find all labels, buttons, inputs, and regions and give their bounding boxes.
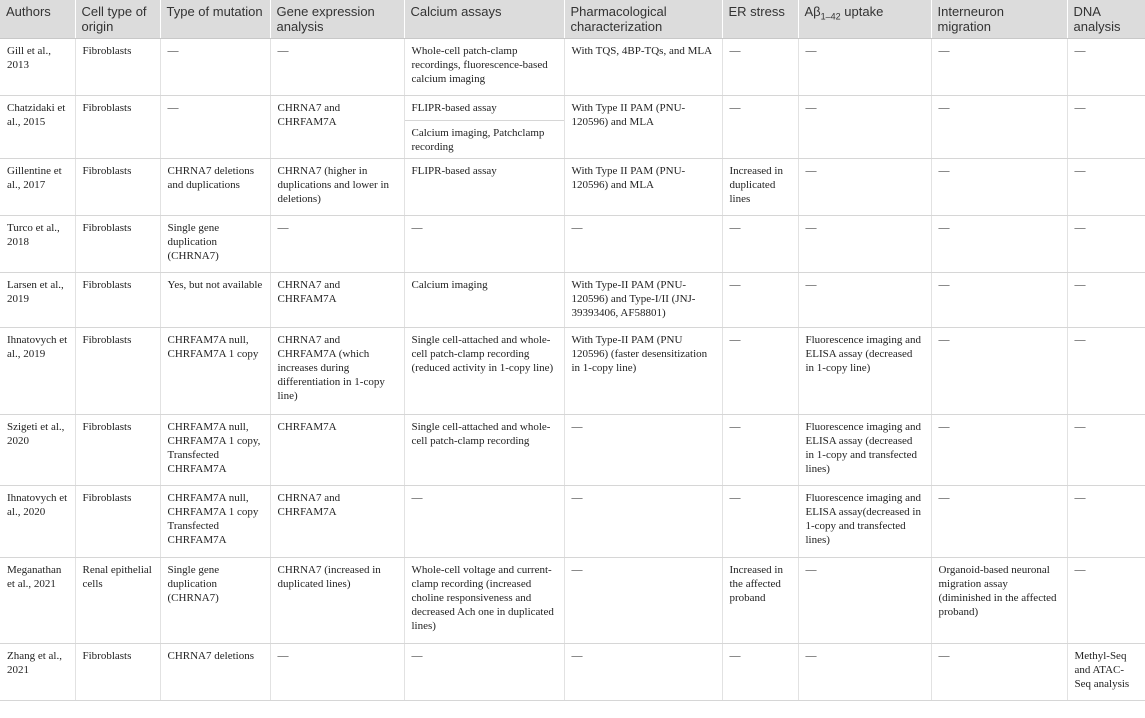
cell-mutation: CHRNA7 deletions bbox=[160, 644, 270, 701]
cell-pharma: — bbox=[564, 415, 722, 486]
cell-cell-type: Renal epithelial cells bbox=[75, 558, 160, 644]
cell-pharma: With Type-II PAM (PNU-120596) and Type-I/II (JNJ-39393406, AF58801) bbox=[564, 273, 722, 328]
cell-calcium: Single cell-attached and whole-cell patch-clamp recording (reduced activity in 1-copy line) bbox=[404, 328, 564, 415]
cell-dna: — bbox=[1067, 558, 1145, 644]
cell-cell-type: Fibroblasts bbox=[75, 216, 160, 273]
header-authors: Authors bbox=[0, 0, 75, 39]
cell-calcium-second: Calcium imaging, Patchclamp recording bbox=[411, 127, 545, 153]
cell-authors: Ihnatovych et al., 2020 bbox=[0, 486, 75, 558]
table-row bbox=[0, 415, 1145, 486]
header-mutation: Type of mutation bbox=[160, 0, 270, 39]
cell-authors: Zhang et al., 2021 bbox=[0, 644, 75, 701]
cell-gene: — bbox=[270, 644, 404, 701]
cell-er: Increased in the affected proband bbox=[722, 558, 798, 644]
cell-er: — bbox=[722, 328, 798, 415]
header-abeta bbox=[798, 0, 931, 39]
cell-gene: CHRNA7 (increased in duplicated lines) bbox=[270, 558, 404, 644]
cell-cell-type: Fibroblasts bbox=[75, 328, 160, 415]
cell-mutation: CHRFAM7A null, CHRFAM7A 1 copy bbox=[160, 328, 270, 415]
cell-gene: — bbox=[270, 216, 404, 273]
table-row bbox=[0, 644, 1145, 701]
cell-cell-type: Fibroblasts bbox=[75, 273, 160, 328]
cell-authors: Gillentine et al., 2017 bbox=[0, 159, 75, 216]
cell-pharma: With Type II PAM (PNU-120596) and MLA bbox=[564, 159, 722, 216]
cell-interneuron: — bbox=[931, 486, 1067, 558]
cell-abeta: — bbox=[798, 39, 931, 96]
cell-gene: CHRFAM7A bbox=[270, 415, 404, 486]
header-er-stress: ER stress bbox=[722, 0, 798, 39]
cell-dna: — bbox=[1067, 159, 1145, 216]
cell-gene: CHRNA7 (higher in duplications and lower in deletions) bbox=[270, 159, 404, 216]
header-gene-expression: Gene expression analysis bbox=[270, 0, 404, 39]
cell-dna: — bbox=[1067, 273, 1145, 328]
cell-interneuron: — bbox=[931, 273, 1067, 328]
cell-gene: CHRNA7 and CHRFAM7A bbox=[270, 96, 404, 159]
cell-mutation: Single gene duplication (CHRNA7) bbox=[160, 216, 270, 273]
cell-er: — bbox=[722, 96, 798, 159]
cell-interneuron: — bbox=[931, 644, 1067, 701]
cell-abeta: Fluorescence imaging and ELISA assay (decreased in 1-copy and transfected lines) bbox=[798, 415, 931, 486]
cell-mutation: — bbox=[160, 96, 270, 159]
cell-gene: CHRNA7 and CHRFAM7A (which increases during differentiation in 1-copy line) bbox=[270, 328, 404, 415]
cell-er: Increased in duplicated lines bbox=[722, 159, 798, 216]
header-calcium: Calcium assays bbox=[404, 0, 564, 39]
table-row bbox=[0, 159, 1145, 216]
cell-cell-type: Fibroblasts bbox=[75, 159, 160, 216]
cell-interneuron: — bbox=[931, 96, 1067, 159]
cell-pharma: — bbox=[564, 486, 722, 558]
header-cell-type: Cell type of origin bbox=[75, 0, 160, 39]
cell-pharma: — bbox=[564, 216, 722, 273]
table-row bbox=[0, 216, 1145, 273]
cell-interneuron: Organoid-based neuronal migration assay (diminished in the affected proband) bbox=[931, 558, 1067, 644]
cell-authors: Turco et al., 2018 bbox=[0, 216, 75, 273]
table-row bbox=[0, 39, 1145, 96]
cell-mutation: — bbox=[160, 39, 270, 96]
cell-calcium: — bbox=[404, 486, 564, 558]
header-abeta-suffix: uptake bbox=[840, 4, 884, 19]
cell-abeta: — bbox=[798, 558, 931, 644]
cell-gene: — bbox=[270, 39, 404, 96]
cell-authors: Larsen et al., 2019 bbox=[0, 273, 75, 328]
cell-dna: — bbox=[1067, 96, 1145, 159]
header-abeta-sub: 1–42 bbox=[820, 11, 841, 22]
cell-abeta: — bbox=[798, 96, 931, 159]
table-row bbox=[0, 328, 1145, 415]
cell-mutation: CHRFAM7A null, CHRFAM7A 1 copy Transfected CHRFAM7A bbox=[160, 486, 270, 558]
cell-er: — bbox=[722, 39, 798, 96]
header-pharma: Pharmacological characterization bbox=[564, 0, 722, 39]
cell-abeta: — bbox=[798, 159, 931, 216]
cell-cell-type: Fibroblasts bbox=[75, 644, 160, 701]
cell-pharma: With Type II PAM (PNU-120596) and MLA bbox=[564, 96, 722, 159]
header-abeta-prefix: Aβ bbox=[804, 4, 821, 19]
table-row bbox=[0, 486, 1145, 558]
cell-mutation: Yes, but not available bbox=[160, 273, 270, 328]
cell-er: — bbox=[722, 273, 798, 328]
cell-abeta: — bbox=[798, 216, 931, 273]
cell-pharma: With Type-II PAM (PNU 120596) (faster desensitization in 1-copy line) bbox=[564, 328, 722, 415]
cell-calcium: Whole-cell patch-clamp recordings, fluorescence-based calcium imaging bbox=[404, 39, 564, 96]
cell-gene: CHRNA7 and CHRFAM7A bbox=[270, 486, 404, 558]
cell-cell-type: Fibroblasts bbox=[75, 96, 160, 159]
cell-mutation: CHRFAM7A null, CHRFAM7A 1 copy, Transfected CHRFAM7A bbox=[160, 415, 270, 486]
cell-cell-type: Fibroblasts bbox=[75, 415, 160, 486]
cell-calcium: Single cell-attached and whole-cell patch-clamp recording bbox=[404, 415, 564, 486]
cell-interneuron: — bbox=[931, 39, 1067, 96]
header-row bbox=[0, 0, 1145, 39]
cell-er: — bbox=[722, 415, 798, 486]
cell-er: — bbox=[722, 486, 798, 558]
cell-dna: — bbox=[1067, 216, 1145, 273]
header-dna: DNA analysis bbox=[1067, 0, 1145, 39]
cell-dna: — bbox=[1067, 39, 1145, 96]
cell-pharma: — bbox=[564, 644, 722, 701]
cell-cell-type: Fibroblasts bbox=[75, 39, 160, 96]
cell-mutation: Single gene duplication (CHRNA7) bbox=[160, 558, 270, 644]
cell-interneuron: — bbox=[931, 328, 1067, 415]
cell-authors: Ihnatovych et al., 2019 bbox=[0, 328, 75, 415]
table-header bbox=[0, 0, 1145, 39]
cell-calcium bbox=[404, 96, 564, 159]
cell-dna: Methyl-Seq and ATAC-Seq analysis bbox=[1067, 644, 1145, 701]
cell-pharma: — bbox=[564, 558, 722, 644]
cell-er: — bbox=[722, 216, 798, 273]
cell-interneuron: — bbox=[931, 159, 1067, 216]
cell-authors: Chatzidaki et al., 2015 bbox=[0, 96, 75, 159]
cell-abeta: — bbox=[798, 644, 931, 701]
cell-pharma: With TQS, 4BP-TQs, and MLA bbox=[564, 39, 722, 96]
cell-mutation: CHRNA7 deletions and duplications bbox=[160, 159, 270, 216]
cell-calcium: — bbox=[404, 216, 564, 273]
cell-calcium: FLIPR-based assay bbox=[404, 159, 564, 216]
cell-dna: — bbox=[1067, 328, 1145, 415]
table-row bbox=[0, 96, 1145, 159]
cell-calcium: Calcium imaging bbox=[404, 273, 564, 328]
cell-abeta: Fluorescence imaging and ELISA assay (decreased in 1-copy line) bbox=[798, 328, 931, 415]
cell-abeta: — bbox=[798, 273, 931, 328]
cell-calcium-first: FLIPR-based assay bbox=[405, 101, 564, 121]
cell-authors: Meganathan et al., 2021 bbox=[0, 558, 75, 644]
cell-dna: — bbox=[1067, 415, 1145, 486]
cell-cell-type: Fibroblasts bbox=[75, 486, 160, 558]
cell-abeta: Fluorescence imaging and ELISA assay(decreased in 1-copy and transfected lines) bbox=[798, 486, 931, 558]
cell-authors: Szigeti et al., 2020 bbox=[0, 415, 75, 486]
cell-er: — bbox=[722, 644, 798, 701]
cell-authors: Gill et al., 2013 bbox=[0, 39, 75, 96]
cell-interneuron: — bbox=[931, 415, 1067, 486]
cell-interneuron: — bbox=[931, 216, 1067, 273]
table-row bbox=[0, 558, 1145, 644]
cell-gene: CHRNA7 and CHRFAM7A bbox=[270, 273, 404, 328]
cell-calcium: — bbox=[404, 644, 564, 701]
cell-calcium: Whole-cell voltage and current-clamp recording (increased choline responsiveness and decreased Ach one in duplicated lines) bbox=[404, 558, 564, 644]
cell-dna: — bbox=[1067, 486, 1145, 558]
header-interneuron: Interneuron migration bbox=[931, 0, 1067, 39]
table-body bbox=[0, 39, 1145, 701]
table-row bbox=[0, 273, 1145, 328]
